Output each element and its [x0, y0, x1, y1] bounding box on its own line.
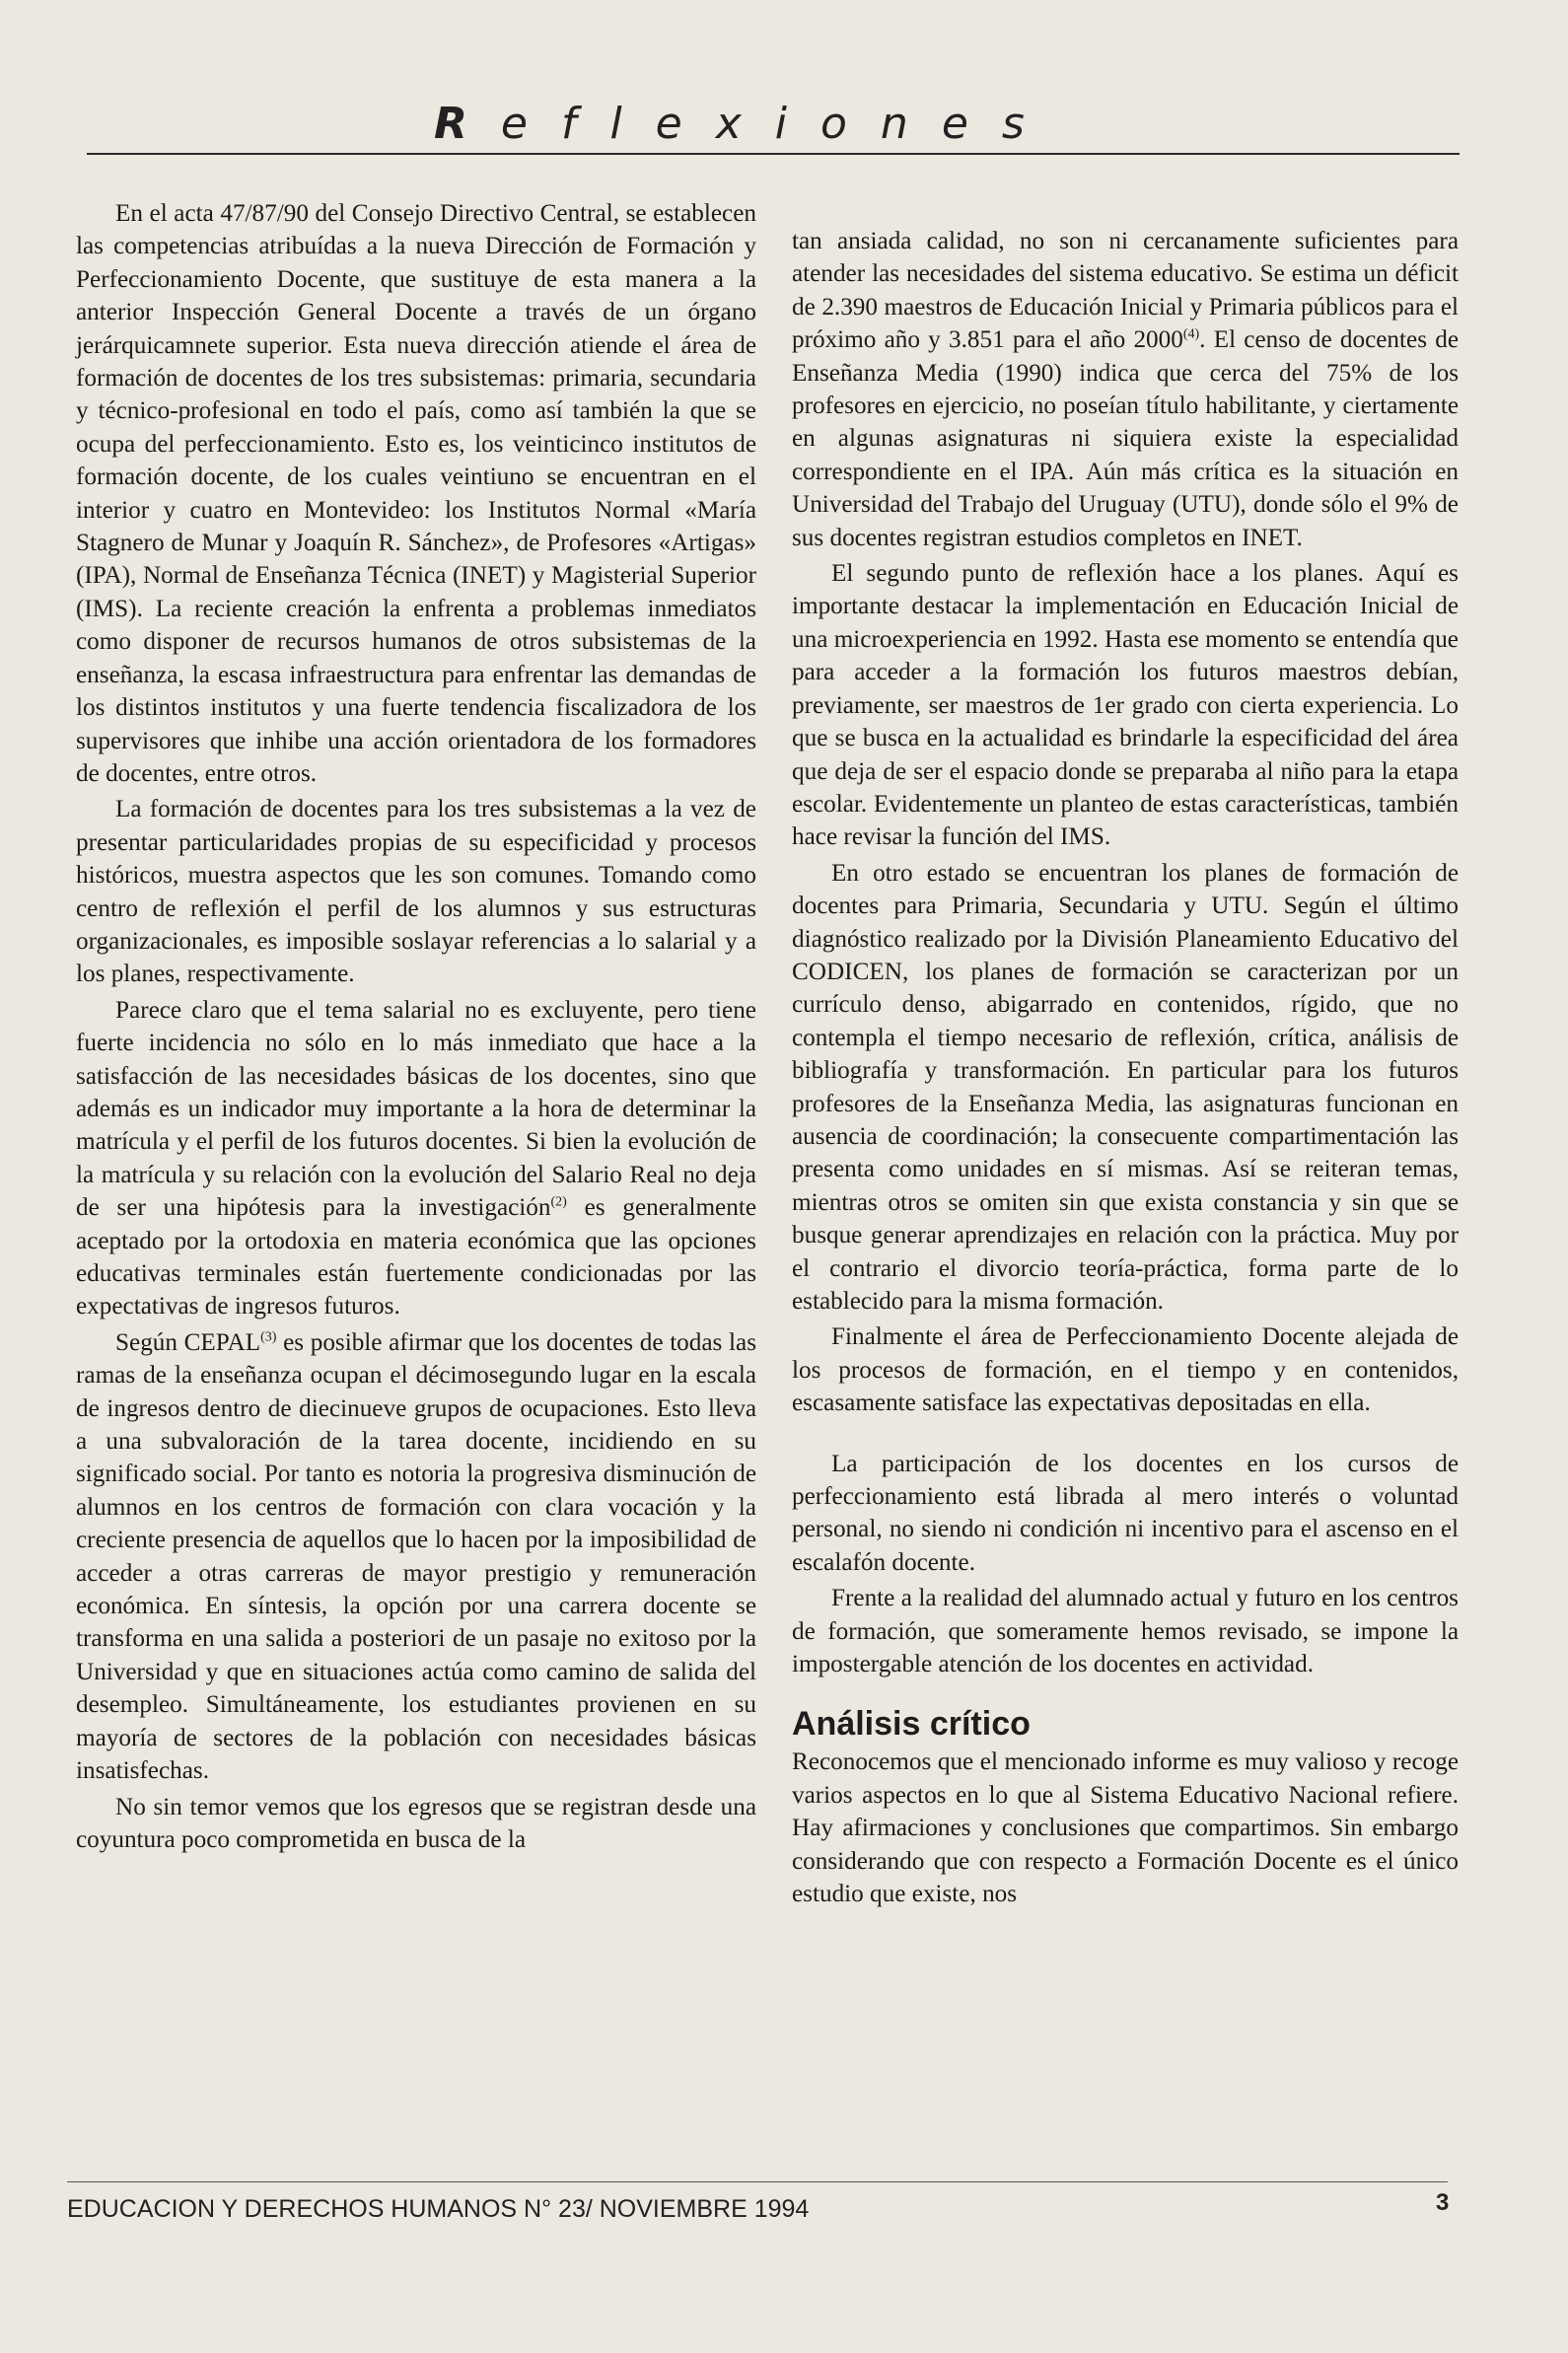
paragraph: No sin temor vemos que los egresos que se registran desde una coyuntura poco comprometida en busca de la: [76, 1793, 756, 1853]
paragraph-text: es generalmente aceptado por la ortodoxia en materia económica que las opciones educativas terminales están fuertemente condicionadas por las expectativas de ingresos futuros.: [76, 1194, 756, 1320]
footer-rule: [67, 2181, 1448, 2182]
paragraph: [792, 225, 1459, 554]
paragraph: Finalmente el área de Perfeccionamiento Docente alejada de los procesos de formación, en el tiempo y en contenidos, escasamente satisface las expectativas depositadas en ella.: [792, 1323, 1459, 1417]
footnote-ref: (2): [550, 1194, 567, 1210]
paragraph: La formación de docentes para los tres subsistemas a la vez de presentar particularidades propias de su especificidad y procesos históricos, muestra aspectos que les son comunes. Tomando como centro de reflexión el perfil de los alumnos y sus estructuras organizacionales, es imposible soslayar referencias a lo salarial y a los planes, respectivamente.: [76, 796, 756, 988]
paragraph: La participación de los docentes en los cursos de perfeccionamiento está librada al mero interés o voluntad personal, no siendo ni condición ni incentivo para el ascenso en el escalafón docente.: [792, 1450, 1459, 1576]
section-title: Análisis crítico: [792, 1705, 1031, 1744]
paragraph: [76, 994, 756, 1323]
running-header: [87, 99, 1460, 158]
publication-footer: EDUCACION Y DERECHOS HUMANOS N° 23/ NOVIEMBRE 1994: [67, 2195, 810, 2223]
heading-rest: eflexiones: [500, 99, 1058, 149]
left-column: [76, 197, 756, 1859]
paragraph: En el acta 47/87/90 del Consejo Directivo Central, se establecen las competencias atribuídas a la nueva Dirección de Formación y Perfeccionamiento Docente, que sustituye de esta manera a la anterior Inspección General Docente a través de un órgano jerárquicamnete superior. Esta nueva dirección atiende el área de formación de docentes de los tres subsistemas: primaria, secundaria y técnico-profesional en todo el país, como así también la que se ocupa del perfeccionamiento. Esto es, los veinticinco institutos de formación docente, de los cuales veintiuno se encuentran en el interior y cuatro en Montevideo: los Institutos Normal «María Stagnero de Munar y Joaquín R. Sánchez», de Profesores «Artigas» (IPA), Normal de Enseñanza Técnica (INET) y Magisterial Superior (IMS). La reciente creación la enfrenta a problemas inmediatos como disponer de recursos humanos de otros subsistemas de la enseñanza, la escasa infraestructura para enfrentar las demandas de los distintos institutos y una fuerte tendencia fiscalizadora de los supervisores que inhibe una acción orientadora de los formadores de docentes, entre otros.: [76, 200, 756, 787]
paragraph: [76, 1326, 756, 1788]
paragraph-text: tan ansiada calidad, no son ni cercanamente suficientes para atender las necesidades del sistema educativo. Se estima un déficit de 2.390 maestros de Educación Inicial y Primaria públicos para el próximo año y 3.851 para el año 2000: [792, 228, 1459, 354]
paragraph-text: Parece claro que el tema salarial no es excluyente, pero tiene fuerte incidencia no sólo en lo más inmediato que hace a la satisfacción de las necesidades básicas de los docentes, sino que además es un indicador muy importante a la hora de determinar la matrícula y el perfil de los futuros docentes. Si bien la evolución de la matrícula y su relación con la evolución del Salario Real no deja de ser una hipótesis para la investigación: [76, 996, 756, 1222]
paragraph-text: Según CEPAL: [115, 1328, 261, 1356]
paragraph: El segundo punto de reflexión hace a los planes. Aquí es importante destacar la implementación en Educación Inicial de una microexperiencia en 1992. Hasta ese momento se entendía que para acceder a la formación los futuros maestros debían, previamente, ser maestros de 1er grado con cierta experiencia. Lo que se busca en la actualidad es brindarle la especificidad del área que deja de ser el espacio donde se preparaba al niño para la etapa escolar. Evidentemente un planteo de estas características, también hace revisar la función del IMS.: [792, 560, 1459, 851]
page-number: 3: [1436, 2189, 1450, 2216]
paragraph: Reconocemos que el mencionado informe es muy valioso y recoge varios aspectos en lo que al Sistema Educativo Nacional refiere. Hay afirmaciones y conclusiones que compartimos. Sin embargo considerando que con respecto a Formación Docente es el único estudio que existe, nos: [792, 1748, 1459, 1908]
paragraph-text: es posible afirmar que los docentes de todas las ramas de la enseñanza ocupan el décimosegundo lugar en la escala de ingresos dentro de diecinueve grupos de ocupaciones. Esto lleva a una subvaloración de la tarea docente, incidiendo en su significado social. Por tanto es notoria la progresiva disminución de alumnos en los centros de formación con clara vocación y la creciente presencia de aquellos que lo hacen por la imposibilidad de acceder a otras carreras de mayor prestigio y remuneración económica. En síntesis, la opción por una carrera docente se transforma en una salida a posteriori de un pasaje no exitoso por la Universidad y que en situaciones actúa como camino de salida del desempleo. Simultáneamente, los estudiantes provienen en su mayoría de sectores de la población con necesidades básicas insatisfechas.: [76, 1328, 756, 1785]
paragraph: Frente a la realidad del alumnado actual y futuro en los centros de formación, que someramente hemos revisado, se impone la impostergable atención de los docentes en actividad.: [792, 1585, 1459, 1678]
paragraph-text: . El censo de docentes de Enseñanza Media (1990) indica que cerca del 75% de los profesores en ejercicio, no poseían título habilitante, y ciertamente en algunas asignaturas ni siquiera existe la especialidad correspondiente en el IPA. Aún más crítica es la situación en Universidad del Trabajo del Uruguay (UTU), donde sólo el 9% de sus docentes registran estudios completos en INET.: [792, 326, 1459, 551]
paragraph: En otro estado se encuentran los planes de formación de docentes para Primaria, Secundaria y UTU. Según el último diagnóstico realizado por la División Planeamiento Educativo del CODICEN, los planes de formación se caracterizan por un currículo denso, abigarrado en contenidos, rígido, que no contempla el tiempo necesario de reflexión, crítica, análisis de bibliografía y transformación. En particular para los futuros profesores de la Enseñanza Media, las asignaturas funcionan en ausencia de coordinación; la consecuente compartimentación las presenta como unidades en sí mismas. Así se reiteran temas, mientras otros se omiten sin que exista constancia y sin que se busque generar aprendizajes en relación con la práctica. Muy por el contrario el divorcio teoría-práctica, forma parte de lo establecido para la misma formación.: [792, 859, 1459, 1315]
section-heading: [434, 99, 1058, 149]
footnote-ref: (4): [1182, 326, 1200, 342]
header-rule: [87, 153, 1460, 155]
right-column: [792, 225, 1459, 1914]
heading-initial: R: [434, 99, 501, 149]
footnote-ref: (3): [260, 1329, 277, 1345]
